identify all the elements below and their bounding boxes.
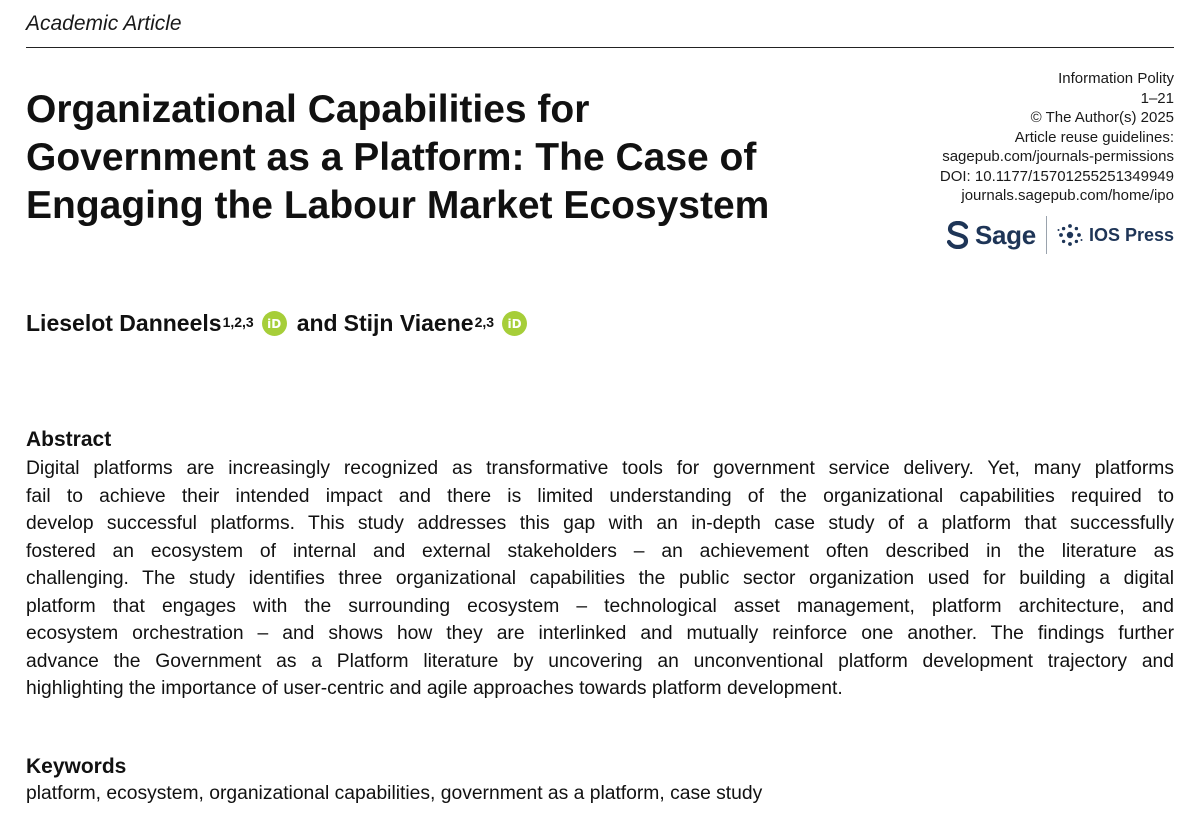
copyright: © The Author(s) 2025 xyxy=(1030,109,1174,126)
journal-meta xyxy=(814,69,1174,206)
sage-wordmark: Sage xyxy=(974,219,1036,250)
orcid-icon[interactable]: iD xyxy=(502,311,527,336)
abstract-body xyxy=(26,455,1174,703)
author-affiliations: 1,2,3 xyxy=(222,313,254,330)
sage-s-icon xyxy=(947,221,969,249)
doi-link[interactable]: DOI: 10.1177/15701255251349949 xyxy=(939,167,1174,185)
permissions-link[interactable]: sagepub.com/journals-permissions xyxy=(942,148,1174,165)
title-line: Government as a Platform: The Case of xyxy=(26,136,757,179)
article-title xyxy=(26,86,856,230)
ios-press-wordmark: IOS Press xyxy=(1088,224,1174,245)
author-affiliations: 2,3 xyxy=(474,313,495,330)
sage-logo xyxy=(947,220,1036,251)
reuse-guidelines: Article reuse guidelines: xyxy=(1014,128,1174,146)
keywords-list: platform, ecosystem, organizational capabilities, government as a platform, case study xyxy=(26,783,763,804)
abstract-line: develop successful platforms. This study addresses this gap with an in-depth case study of a platform that successfully xyxy=(26,513,1174,534)
ios-dots-icon xyxy=(1057,222,1083,248)
ios-press-logo xyxy=(1057,222,1174,248)
keywords-heading: Keywords xyxy=(26,755,127,778)
abstract-line: ecosystem orchestration – and shows how they are interlinked and mutually reinforce one another. The findings further xyxy=(26,623,1174,644)
abstract-line: fostered an ecosystem of internal and external stakeholders – an achievement often described in the literature as xyxy=(26,540,1174,562)
title-line: Organizational Capabilities for xyxy=(26,88,590,131)
journal-name: Information Polity xyxy=(1058,70,1174,87)
abstract-line: fail to achieve their intended impact and there is limited understanding of the organizational capabilities required to xyxy=(26,485,1174,507)
journal-link[interactable]: journals.sagepub.com/home/ipo xyxy=(961,187,1174,204)
page-range: 1–21 xyxy=(1140,89,1174,107)
abstract-line: Digital platforms are increasingly recognized as transformative tools for government service delivery. Yet, many platforms xyxy=(26,458,1174,479)
author-joiner: and xyxy=(296,310,338,336)
orcid-icon[interactable]: iD xyxy=(262,311,287,336)
author-list xyxy=(26,310,537,337)
abstract-line: platform that engages with the surrounding ecosystem – technological asset management, platform architecture, and xyxy=(26,595,1174,617)
abstract-line: challenging. The study identifies three organizational capabilities the public sector organization used for building a digital xyxy=(26,568,1174,589)
section-label: Academic Article xyxy=(26,12,182,35)
abstract-heading: Abstract xyxy=(26,428,112,451)
abstract-line: highlighting the importance of user-centric and agile approaches towards platform development. xyxy=(26,678,843,699)
publisher-logos xyxy=(947,215,1174,255)
publisher-divider xyxy=(1046,216,1047,254)
author-name: Stijn Viaene xyxy=(343,310,474,336)
header-rule xyxy=(26,47,1174,48)
author-name: Lieselot Danneels xyxy=(26,310,222,336)
abstract-line: advance the Government as a Platform literature by uncovering an unconventional platform development trajectory and xyxy=(26,650,1174,672)
title-line: Engaging the Labour Market Ecosystem xyxy=(26,184,770,227)
